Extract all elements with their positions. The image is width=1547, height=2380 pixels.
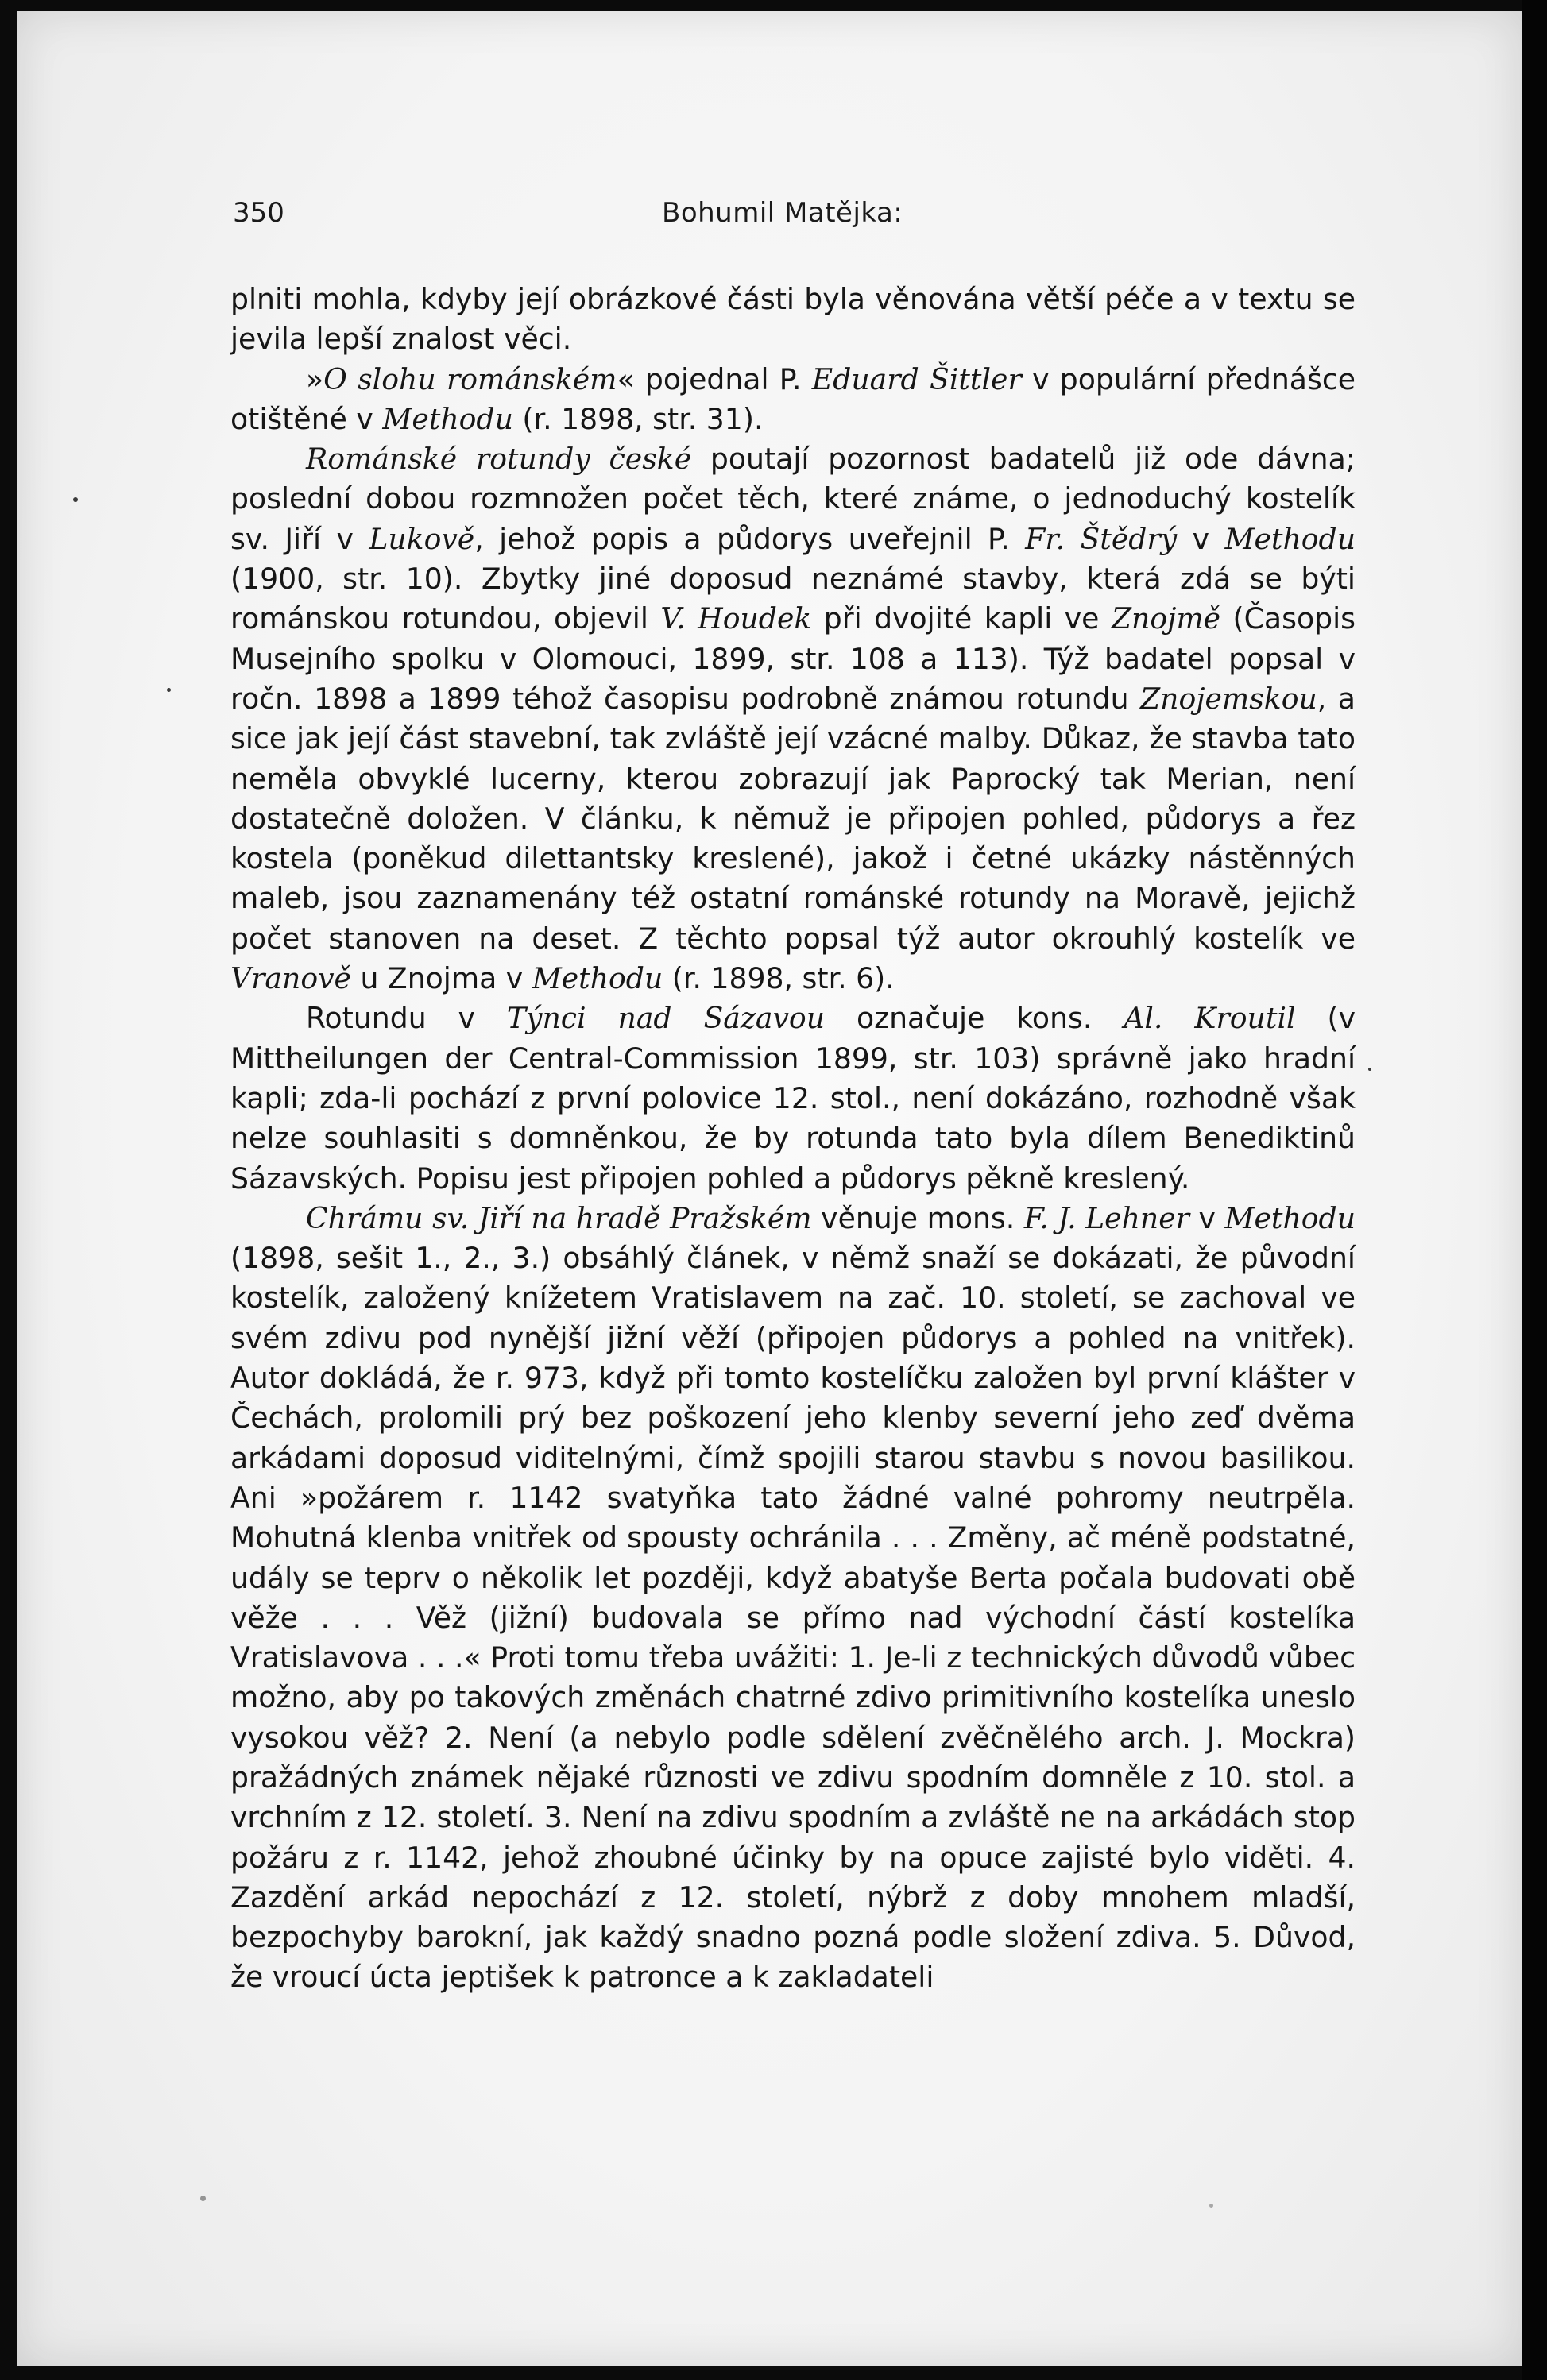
italic-text-run: Znojemskou — [1140, 681, 1317, 716]
text-run: v populární přednášce otištěné v — [230, 361, 1356, 436]
italic-text-run: Methodu — [1224, 521, 1356, 556]
text-run: věnuje mons. — [811, 1200, 1024, 1235]
italic-text-run: Lukově — [369, 521, 475, 556]
text-run: , a sice jak její část stavební, tak zvláště její vzácné malby. Důkaz, že stavba tato neměla obvyklé lucerny, kterou zobrazují jak Paprocký tak Merian, není dostatečně doložen. V článku, k němuž je připojen pohled, půdorys a řez kostela (poněkud dilettantsky kreslené), jakož i četné ukázky nástěnných maleb, jsou zaznamenány též ostatní románské rotundy na Moravě, jejichž počet stanoven na deset. Z těchto popsal týž autor okrouhlý kostelík ve — [230, 681, 1356, 956]
text-run: poutají pozornost badatelů již ode dávna; poslední dobou rozmnožen počet těch, které známe, o jednoduchý kostelík sv. Jiří v — [230, 442, 1356, 556]
dust-speck — [73, 497, 78, 502]
dust-speck — [1209, 2204, 1213, 2208]
italic-text-run: Týnci nad Sázavou — [506, 1001, 826, 1036]
body-text — [230, 280, 1356, 1998]
italic-text-run: F. J. Lehner — [1023, 1200, 1189, 1235]
text-run: při dvojité kapli ve — [811, 601, 1112, 636]
running-head: Bohumil Matějka: — [662, 197, 903, 229]
text-run: « pojednal P. — [617, 361, 812, 396]
paragraph — [230, 1199, 1356, 1998]
italic-text-run: Znojmě — [1111, 601, 1221, 636]
paragraph — [230, 439, 1356, 999]
text-run: v — [1177, 521, 1225, 556]
scan-right-edge — [1522, 0, 1547, 2380]
italic-text-run: Methodu — [382, 401, 513, 436]
italic-text-run: Chrámu sv. Jiří na hradě Pražském — [306, 1200, 812, 1235]
italic-text-run: Methodu — [1224, 1200, 1356, 1235]
italic-text-run: Methodu — [532, 961, 663, 996]
dust-speck — [1368, 1068, 1371, 1071]
text-run: (r. 1898, str. 6). — [663, 961, 895, 996]
page-header — [233, 197, 1361, 241]
text-run: (Časopis Musejního spolku v Olomouci, 1899, str. 108 a 113). Týž badatel popsal v ročn. 1898 a 1899 téhož časopisu podrobně známou rotundu — [230, 601, 1356, 716]
text-run: označuje kons. — [825, 1001, 1124, 1036]
text-run: u Znojma v — [350, 961, 532, 996]
text-run: (1900, str. 10). Zbytky jiné doposud neznámé stavby, která zdá se býti románskou rotundou, objevil — [230, 562, 1356, 636]
paragraph — [230, 280, 1356, 360]
text-run: (v Mittheilungen der Central-Commission 1899, str. 103) správně jako hradní kapli; zda-li pochází z první polovice 12. stol., není dokázáno, rozhodně však nelze souhlasiti s domněnkou, že by rotunda tato byla dílem Benediktinů Sázavských. Popisu jest připojen pohled a půdorys pěkně kreslený. — [230, 1001, 1356, 1196]
italic-text-run: Fr. Štědrý — [1025, 521, 1178, 556]
dust-speck — [200, 2196, 206, 2201]
italic-text-run: V. Houdek — [660, 601, 812, 636]
paragraph — [230, 999, 1356, 1198]
text-run: v — [1189, 1200, 1225, 1235]
text-run: plniti mohla, kdyby její obrázkové části byla věnována větší péče a v textu se jevila lepší znalost věci. — [230, 282, 1356, 357]
text-run: » — [306, 361, 324, 396]
dust-speck — [167, 688, 171, 692]
italic-text-run: O slohu románském — [323, 361, 617, 396]
text-run: , jehož popis a půdorys uveřejnil P. — [474, 521, 1026, 556]
italic-text-run: Vranově — [230, 961, 351, 996]
italic-text-run: Románské rotundy české — [306, 442, 692, 477]
italic-text-run: Eduard Šittler — [811, 361, 1022, 396]
paragraph — [230, 360, 1356, 440]
text-run: (r. 1898, str. 31). — [512, 401, 764, 436]
text-run: (1898, sešit 1., 2., 3.) obsáhlý článek, v němž snaží se dokázati, že původní kostelík, založený knížetem Vratislavem na zač. 10. století, se zachoval ve svém zdivu pod nynější jižní věží (připojen půdorys a pohled na vnitřek). Autor dokládá, že r. 973, když při tomto kostelíčku založen byl první klášter v Čechách, prolomili prý bez poškození jeho klenby severní jeho zeď dvěma arkádami doposud viditelnými, čímž spojili starou stavbu s novou basilikou. Ani »požárem r. 1142 svatyňka tato žádné valné pohromy neutrpěla. Mohutná klenba vnitřek od spousty ochránila . . . Změny, ač méně podstatné, udály se teprv o několik let později, když abatyše Berta počala budovati obě věže . . . Věž (jižní) budovala se přímo nad východní částí kostelíka Vratislavova . . .« Proti tomu třeba uvážiti: 1. Je-li z technických důvodů vůbec možno, aby po takových změnách chatrné zdivo primitivního kostelíka uneslo vysokou věž? 2. Není (a nebylo podle sdělení zvěčnělého arch. J. Mockra) pražádných známek nějaké různosti ve zdivu spodním domněle z 10. stol. a vrchním z 12. století. 3. Není na zdivu spodním a zvláště ne na arkádách stop požáru z r. 1142, jehož zhoubné účinky by na opuce zajisté bylo viděti. 4. Zazdění arkád nepochází z 12. století, nýbrž z doby mnohem mladší, bezpochyby barokní, jak každý snadno pozná podle složení zdiva. 5. Důvod, že vroucí úcta jeptišek k patronce a k zakladateli — [230, 1241, 1356, 1995]
page-number: 350 — [233, 197, 284, 229]
italic-text-run: Al. Kroutil — [1124, 1001, 1296, 1036]
text-run: Rotundu v — [306, 1001, 507, 1036]
